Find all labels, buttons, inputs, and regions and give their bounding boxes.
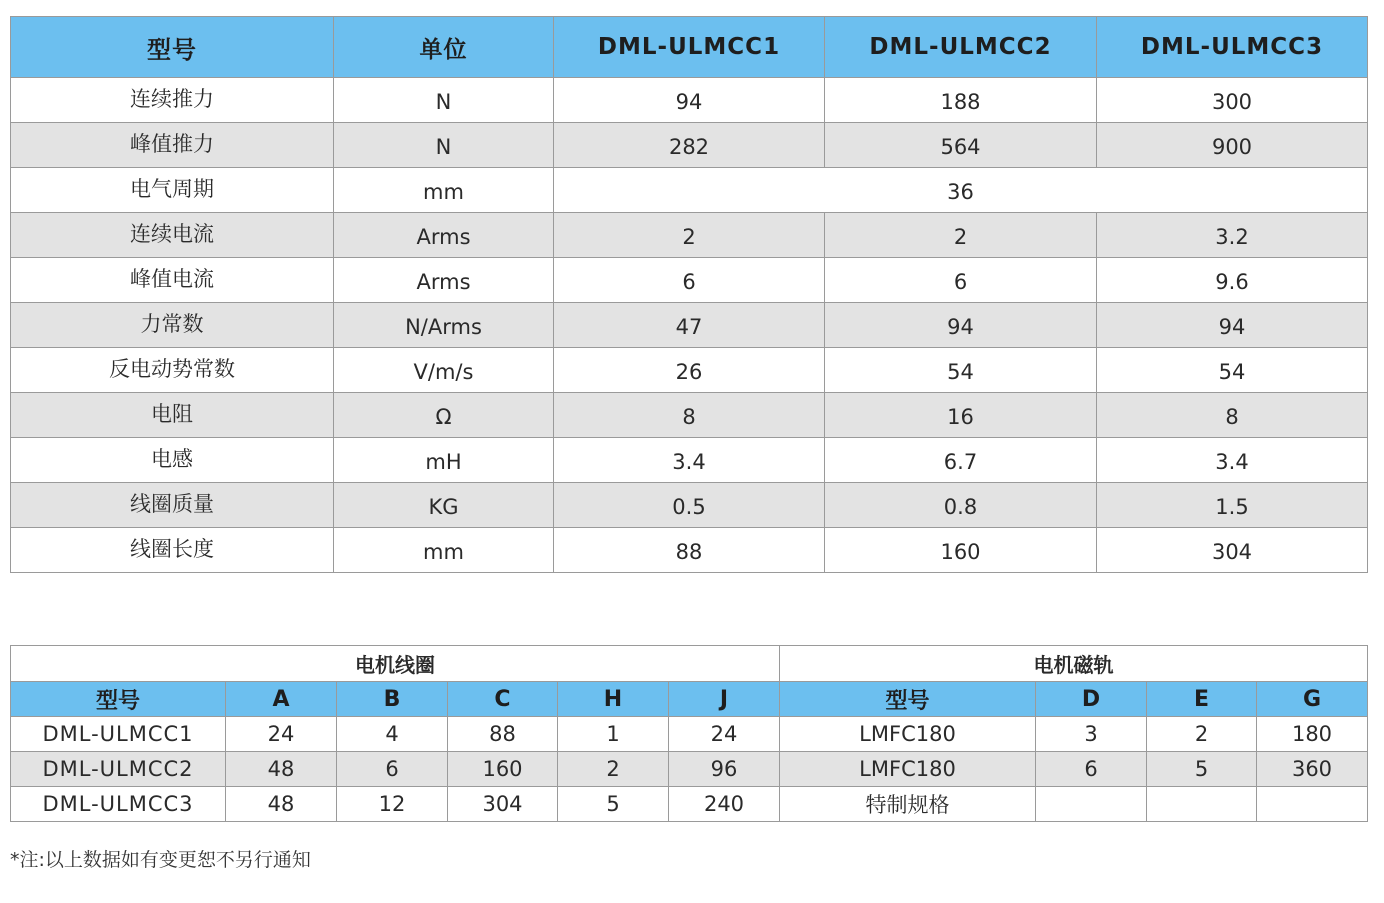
spec-row [11,528,1368,573]
param-value: 0.5 [554,483,825,528]
coil-model: DML-ULMCC3 [11,787,226,822]
param-value: 900 [1097,123,1368,168]
dim-value: 240 [669,787,780,822]
dims-row [11,752,1368,787]
param-value: 8 [1097,393,1368,438]
dim-value: 160 [448,752,558,787]
dims-header-row [11,682,1368,717]
dim-value: 1 [558,717,669,752]
param-name: 反电动势常数 [11,348,334,393]
spec-row [11,123,1368,168]
header-unit: 单位 [334,17,554,78]
dim-value: 96 [669,752,780,787]
coil-model: DML-ULMCC1 [11,717,226,752]
dim-value: 24 [226,717,337,752]
header-ulmcc1: DML-ULMCC1 [554,17,825,78]
param-value: 8 [554,393,825,438]
dim-value: 48 [226,752,337,787]
param-name: 峰值电流 [11,258,334,303]
param-name: 电感 [11,438,334,483]
param-value: 160 [825,528,1097,573]
dimensions-table [10,645,1368,822]
track-model: 特制规格 [780,787,1036,822]
dim-value: 6 [1036,752,1147,787]
spec-row [11,168,1368,213]
dims-header-cell: J [669,682,780,717]
dim-value: 88 [448,717,558,752]
header-model: 型号 [11,17,334,78]
spec-row [11,483,1368,528]
spec-row [11,393,1368,438]
param-name: 电阻 [11,393,334,438]
param-name: 力常数 [11,303,334,348]
param-value: 6 [554,258,825,303]
param-value: 6.7 [825,438,1097,483]
param-unit: mm [334,528,554,573]
dims-header-cell: D [1036,682,1147,717]
param-value: 2 [825,213,1097,258]
dims-header-cell: 型号 [780,682,1036,717]
param-value: 300 [1097,78,1368,123]
dims-header-cell: 型号 [11,682,226,717]
dims-header-cell: A [226,682,337,717]
spec-row [11,213,1368,258]
group-coil-label: 电机线圈 [11,646,780,682]
param-value-merged: 36 [554,168,1368,213]
dim-value [1036,787,1147,822]
param-value: 47 [554,303,825,348]
param-value: 282 [554,123,825,168]
param-value: 6 [825,258,1097,303]
param-value: 188 [825,78,1097,123]
dims-header-cell: G [1257,682,1368,717]
group-track-label: 电机磁轨 [780,646,1368,682]
param-value: 304 [1097,528,1368,573]
dim-value: 180 [1257,717,1368,752]
param-name: 线圈长度 [11,528,334,573]
param-value: 54 [825,348,1097,393]
group-row [11,646,1368,682]
dim-value: 6 [337,752,448,787]
dim-value: 5 [1147,752,1257,787]
param-name: 电气周期 [11,168,334,213]
track-model: LMFC180 [780,752,1036,787]
param-value: 1.5 [1097,483,1368,528]
dim-value: 360 [1257,752,1368,787]
dim-value: 5 [558,787,669,822]
param-value: 3.2 [1097,213,1368,258]
spec-row [11,438,1368,483]
coil-model: DML-ULMCC2 [11,752,226,787]
spec-row [11,78,1368,123]
param-name: 峰值推力 [11,123,334,168]
param-value: 94 [825,303,1097,348]
param-value: 94 [554,78,825,123]
param-unit: KG [334,483,554,528]
dim-value: 2 [1147,717,1257,752]
param-value: 26 [554,348,825,393]
spec-table [10,16,1368,573]
param-value: 0.8 [825,483,1097,528]
dim-value: 304 [448,787,558,822]
param-value: 9.6 [1097,258,1368,303]
spec-row [11,258,1368,303]
header-ulmcc2: DML-ULMCC2 [825,17,1097,78]
param-value: 564 [825,123,1097,168]
param-unit: N [334,123,554,168]
param-value: 2 [554,213,825,258]
param-value: 3.4 [554,438,825,483]
dims-header-cell: C [448,682,558,717]
param-unit: Arms [334,213,554,258]
dim-value [1147,787,1257,822]
param-value: 16 [825,393,1097,438]
param-value: 94 [1097,303,1368,348]
dim-value [1257,787,1368,822]
dim-value: 4 [337,717,448,752]
dim-value: 48 [226,787,337,822]
dims-header-cell: H [558,682,669,717]
param-value: 88 [554,528,825,573]
spec-header-row [11,17,1368,78]
param-unit: mm [334,168,554,213]
param-value: 3.4 [1097,438,1368,483]
track-model: LMFC180 [780,717,1036,752]
dims-header-cell: B [337,682,448,717]
spec-row [11,348,1368,393]
dims-row [11,717,1368,752]
header-ulmcc3: DML-ULMCC3 [1097,17,1368,78]
param-unit: Ω [334,393,554,438]
param-unit: Arms [334,258,554,303]
param-name: 连续推力 [11,78,334,123]
dim-value: 12 [337,787,448,822]
param-name: 连续电流 [11,213,334,258]
dims-row [11,787,1368,822]
dim-value: 24 [669,717,780,752]
param-unit: V/m/s [334,348,554,393]
param-unit: mH [334,438,554,483]
param-name: 线圈质量 [11,483,334,528]
dim-value: 2 [558,752,669,787]
param-value: 54 [1097,348,1368,393]
param-unit: N [334,78,554,123]
dim-value: 3 [1036,717,1147,752]
spec-row [11,303,1368,348]
param-unit: N/Arms [334,303,554,348]
dims-header-cell: E [1147,682,1257,717]
footnote: *注:以上数据如有变更恕不另行通知 [10,849,311,871]
